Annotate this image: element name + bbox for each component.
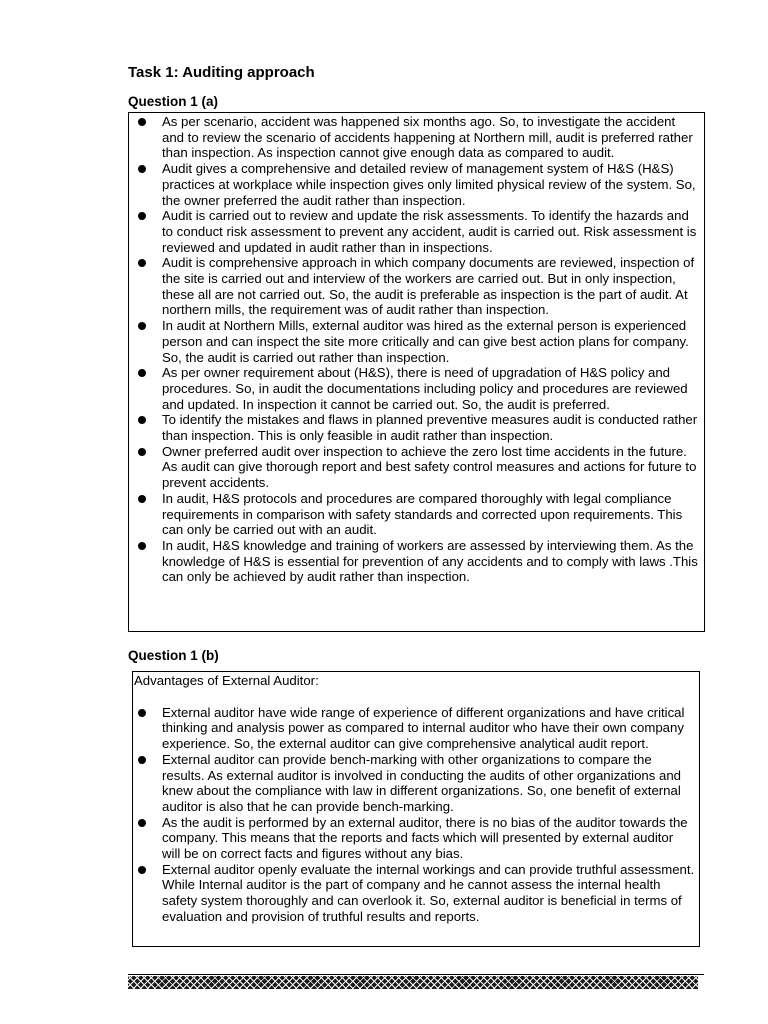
footer-divider <box>128 974 704 975</box>
list-item <box>135 538 700 585</box>
list-item <box>134 752 695 815</box>
list-item-text: Audit gives a comprehensive and detailed review of management system of H&S (H&S) practices at workplace while inspection gives only limited physical review of the system. So, the owner preferred the audit rather than inspection. <box>162 161 696 208</box>
list-item <box>134 815 695 862</box>
list-item-text: In audit, H&S protocols and procedures are compared thoroughly with legal compliance requirements in comparison with safety standards and corrected upon requirements. This can only be carried out with an audit. <box>162 490 683 538</box>
bullet-icon <box>138 542 146 550</box>
list-item <box>135 161 700 208</box>
bullet-icon <box>138 322 146 330</box>
bullet-icon <box>138 165 146 173</box>
list-item <box>134 705 695 752</box>
bullet-icon <box>138 866 146 874</box>
list-item-text: In audit, H&S knowledge and training of workers are assessed by interviewing them. As the knowledge of H&S is essential for prevention of any accidents and to comply with laws .This can only be achieved by audit rather than inspection. <box>162 537 698 585</box>
bullet-icon <box>138 495 146 503</box>
list-item-text: External auditor have wide range of experience of different organizations and have critical thinking and analysis power as compared to internal auditor who have their own company experience. So, the external auditor can give comprehensive analytical audit report. <box>162 704 685 752</box>
advantages-intro: Advantages of External Auditor: <box>134 673 319 688</box>
question-1b-bullet-list <box>134 705 695 925</box>
bullet-icon <box>138 118 146 126</box>
list-item-text: In audit at Northern Mills, external auditor was hired as the external person is experienced person and can inspect the site more critically and can give best action plans for company. So, the audit is carried out rather than inspection. <box>162 318 689 365</box>
list-item <box>135 444 700 491</box>
list-item-text: External auditor can provide bench-marking with other organizations to compare the results. As external auditor is involved in conducting the audits of other organizations and knew about the compliance with law in different organizations. So, one benefit of external auditor is also that he can provide bench-marking. <box>162 751 682 814</box>
list-item <box>135 365 700 412</box>
list-item-text: Audit is comprehensive approach in which company documents are reviewed, inspection of the site is carried out and interview of the workers are carried out. But in only inspection, these all are not carried out. So, the audit is preferable as inspection is the part of audit. At northern mills, the requirement was of audit rather than inspection. <box>162 255 695 318</box>
list-item-text: As per owner requirement about (H&S), there is need of upgradation of H&S policy and procedures. So, in audit the documentations including policy and procedures are reviewed and updated. In inspection it cannot be carried out. So, the audit is preferred. <box>162 365 688 412</box>
question-1b-heading: Question 1 (b) <box>128 648 219 663</box>
page-title: Task 1: Auditing approach <box>128 64 315 81</box>
list-item-text: To identify the mistakes and flaws in planned preventive measures audit is conducted rather than inspection. This is only feasible in audit rather than inspection. <box>162 412 698 444</box>
bullet-icon <box>138 212 146 220</box>
bullet-icon <box>138 448 146 456</box>
bullet-icon <box>138 416 146 424</box>
list-item-text: As per scenario, accident was happened six months ago. So, to investigate the accident and to review the scenario of accidents happening at Northern mill, audit is preferred rather than inspection. As inspection cannot give enough data as compared to audit. <box>162 114 693 161</box>
bullet-icon <box>138 756 146 764</box>
footer-pattern-band <box>128 976 698 989</box>
list-item <box>135 491 700 538</box>
list-item-text: As the audit is performed by an external auditor, there is no bias of the auditor towards the company. This means that the reports and facts which will presented by external auditor will be on correct facts and figures without any bias. <box>162 814 688 862</box>
list-item <box>135 255 700 318</box>
list-item <box>135 114 700 161</box>
list-item-text: External auditor openly evaluate the internal workings and can provide truthful assessment. While Internal auditor is the part of company and he cannot assess the internal health safety system thoroughly and can overlook it. So, external auditor is beneficial in terms of evaluation and provision of truthful results and reports. <box>162 861 695 924</box>
list-item <box>135 412 700 443</box>
bullet-icon <box>138 259 146 267</box>
bullet-icon <box>138 369 146 377</box>
list-item-text: Owner preferred audit over inspection to achieve the zero lost time accidents in the future. As audit can give thorough report and best safety control measures and actions for future to prevent accidents. <box>162 443 697 491</box>
list-item-text: Audit is carried out to review and update the risk assessments. To identify the hazards and to conduct risk assessment to prevent any accident, audit is carried out. Risk assessment is reviewed and updated in audit rather than in inspections. <box>162 208 697 255</box>
bullet-icon <box>138 709 146 717</box>
question-1a-heading: Question 1 (a) <box>128 94 219 109</box>
list-item <box>135 318 700 365</box>
list-item <box>134 862 695 925</box>
question-1a-bullet-list <box>135 114 700 585</box>
bullet-icon <box>138 819 146 827</box>
list-item <box>135 208 700 255</box>
question-1b-answer-box <box>132 671 700 947</box>
question-1a-answer-box <box>128 112 705 632</box>
